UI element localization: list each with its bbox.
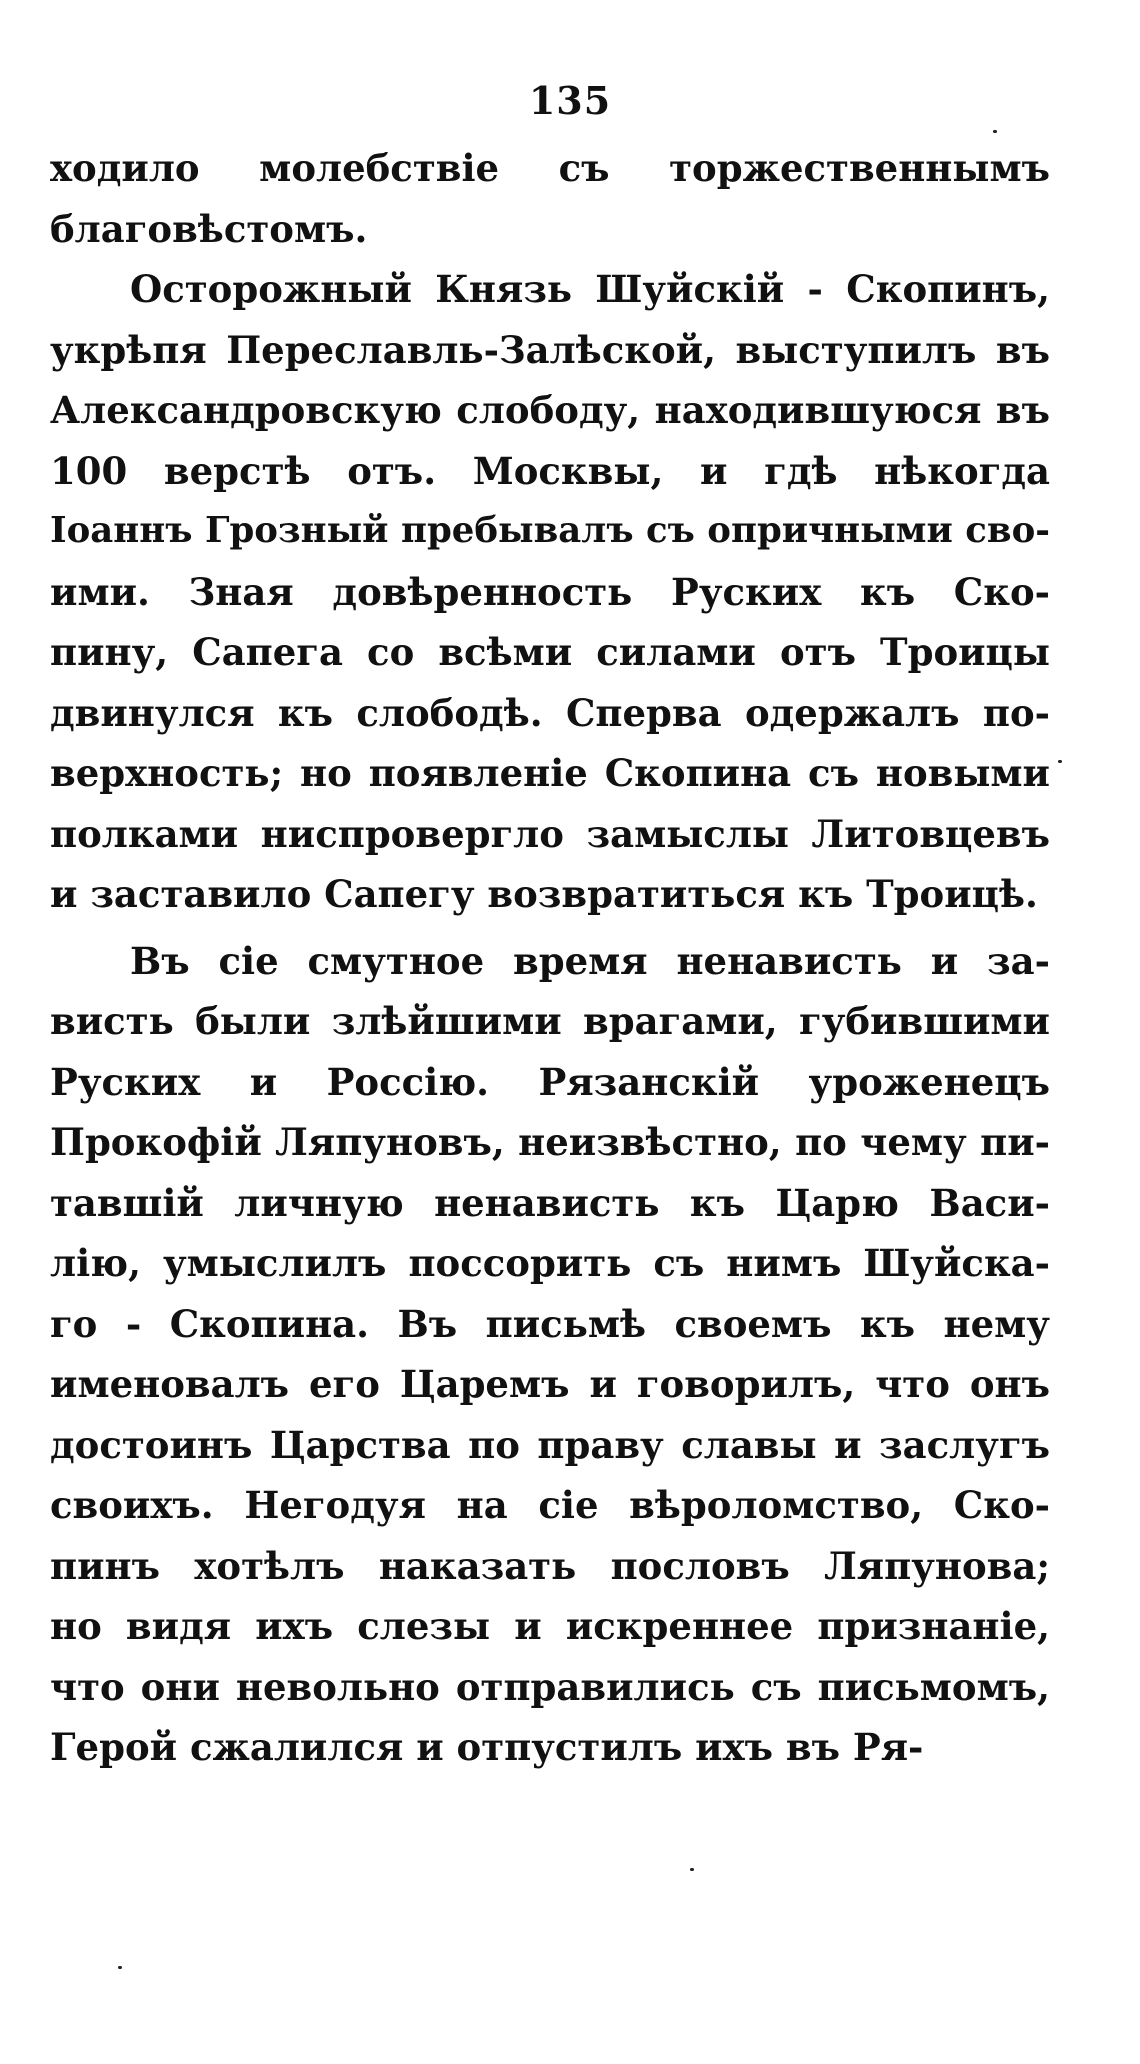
text-line: ходило молебствіе съ торжественнымъ bbox=[50, 146, 1050, 190]
text-line: Александровскую слободу, находившуюся въ bbox=[50, 388, 1050, 432]
text-line: Прокофій Ляпуновъ, неизвѣстно, по чему пи- bbox=[50, 1120, 1050, 1164]
text-line: лію, умыслилъ поссорить съ нимъ Шуйска- bbox=[50, 1241, 1050, 1285]
text-line: двинулся къ слободѣ. Сперва одержалъ по- bbox=[50, 690, 1050, 735]
text-line: верхность; но появленіе Скопина съ новыми bbox=[50, 751, 1050, 795]
text-line: но видя ихъ слезы и искреннее признаніе, bbox=[50, 1604, 1050, 1648]
text-line: 100 верстѣ отъ. Москвы, и гдѣ нѣкогда bbox=[50, 448, 1050, 493]
text-line: достоинъ Царства по праву славы и заслугъ bbox=[50, 1422, 1050, 1467]
print-speck bbox=[118, 1966, 122, 1969]
text-line: Въ сіе смутное время ненависть и за- bbox=[130, 938, 1050, 983]
text-line: Руских и Россію. Рязанскій уроженецъ bbox=[50, 1059, 1050, 1104]
text-line: что они невольно отправились съ письмомъ, bbox=[50, 1664, 1050, 1709]
text-line: пинъ хотѣлъ наказать пословъ Ляпунова; bbox=[50, 1543, 1050, 1588]
page-number: 135 bbox=[528, 78, 612, 123]
print-speck bbox=[690, 1868, 694, 1871]
text-line: го - Скопина. Въ письмѣ своемъ къ нему bbox=[50, 1301, 1050, 1346]
text-line: тавшій личную ненависть къ Царю Васи- bbox=[50, 1180, 1050, 1225]
text-line: висть были злѣйшими врагами, губившими bbox=[50, 999, 1050, 1043]
print-speck bbox=[993, 130, 997, 133]
text-line: пину, Сапега со всѣми силами отъ Троицы bbox=[50, 630, 1050, 674]
text-line: укрѣпя Переславль-Залѣской, выступилъ въ bbox=[50, 327, 1050, 372]
text-line: своихъ. Негодуя на сіе вѣроломство, Ско- bbox=[50, 1483, 1050, 1527]
text-line: и заставило Сапегу возвратиться къ Троицѣ. bbox=[50, 872, 1038, 916]
paragraph-2 bbox=[50, 259, 1050, 925]
text-line: Осторожный Князь Шуйскій - Скопинъ, bbox=[130, 267, 1050, 311]
body-text bbox=[50, 138, 1050, 1778]
text-line: именовалъ его Царемъ и говорилъ, что онъ bbox=[50, 1362, 1050, 1406]
paragraph-3 bbox=[50, 931, 1050, 1778]
text-line: полками ниспровергло замыслы Литовцевъ bbox=[50, 811, 1050, 856]
print-speck bbox=[1058, 760, 1062, 763]
paragraph-1 bbox=[50, 138, 1050, 259]
text-line: Іоаннъ Грозный пребывалъ съ опричными сво- bbox=[50, 510, 1050, 551]
text-line: благовѣстомъ. bbox=[50, 206, 368, 251]
text-line: Герой сжалился и отпустилъ ихъ въ Ря- bbox=[50, 1725, 924, 1769]
text-line: ими. Зная довѣренность Руских къ Ско- bbox=[50, 569, 1050, 614]
